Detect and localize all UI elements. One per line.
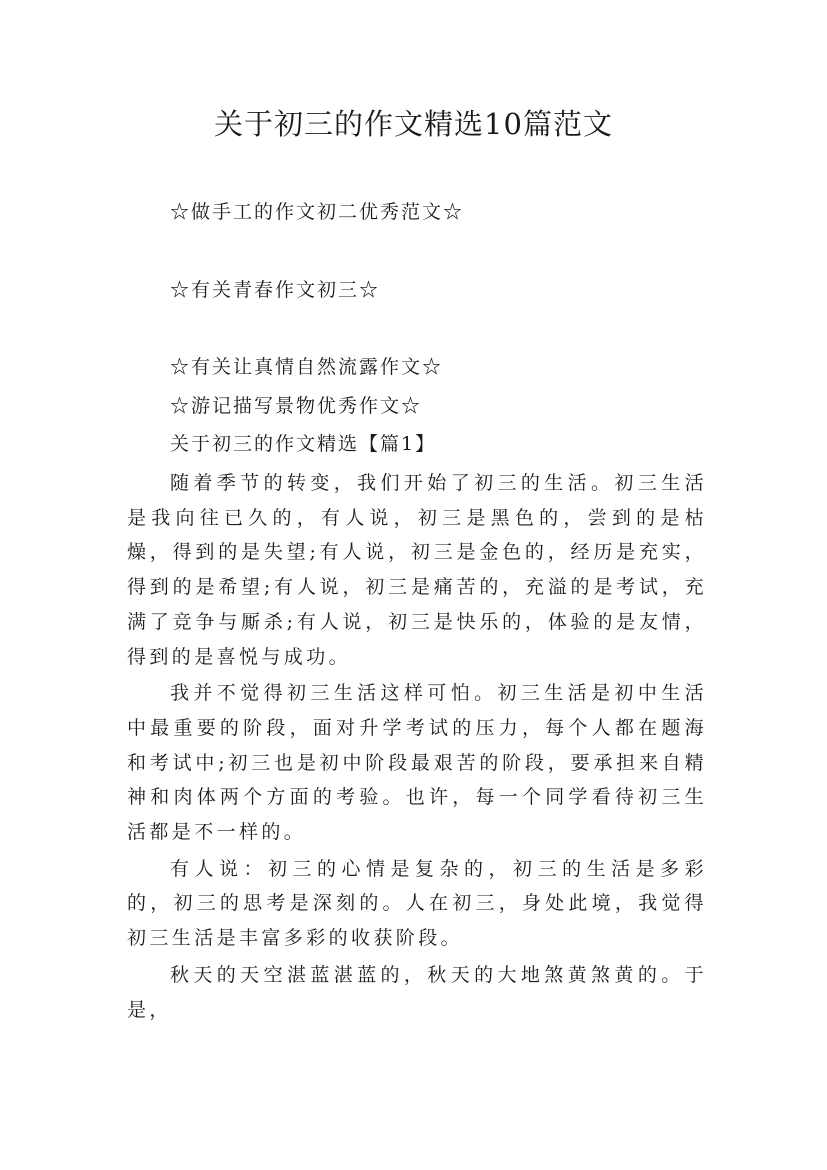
- related-article-link[interactable]: ☆游记描写景物优秀作文☆: [170, 395, 423, 417]
- related-article-link[interactable]: ☆有关青春作文初三☆: [170, 279, 381, 301]
- article-body: [127, 466, 707, 1029]
- related-article-link[interactable]: ☆做手工的作文初二优秀范文☆: [170, 201, 465, 223]
- article-paragraph: 有人说：初三的心情是复杂的，初三的生活是多彩的，初三的思考是深刻的。人在初三，身处此境，我觉得初三生活是丰富多彩的收获阶段。: [127, 857, 707, 950]
- document-title: 关于初三的作文精选10篇范文: [214, 107, 613, 141]
- article-paragraph: 随着季节的转变，我们开始了初三的生活。初三生活是我向往已久的，有人说，初三是黑色的，尝到的是枯燥，得到的是失望;有人说，初三是金色的，经历是充实，得到的是希望;有人说，初三是痛苦的，充溢的是考试，充满了竞争与厮杀;有人说，初三是快乐的，体验的是友情，得到的是喜悦与成功。: [127, 472, 707, 668]
- section-heading: 关于初三的作文精选【篇1】: [170, 433, 437, 455]
- related-article-link[interactable]: ☆有关让真情自然流露作文☆: [170, 356, 444, 378]
- article-paragraph: 我并不觉得初三生活这样可怕。初三生活是初中生活中最重要的阶段，面对升学考试的压力，每个人都在题海和考试中;初三也是初中阶段最艰苦的阶段，要承担来自精神和肉体两个方面的考验。也许，每一个同学看待初三生活都是不一样的。: [127, 682, 707, 844]
- article-paragraph: 秋天的天空湛蓝湛蓝的，秋天的大地煞黄煞黄的。于是，: [127, 963, 707, 1021]
